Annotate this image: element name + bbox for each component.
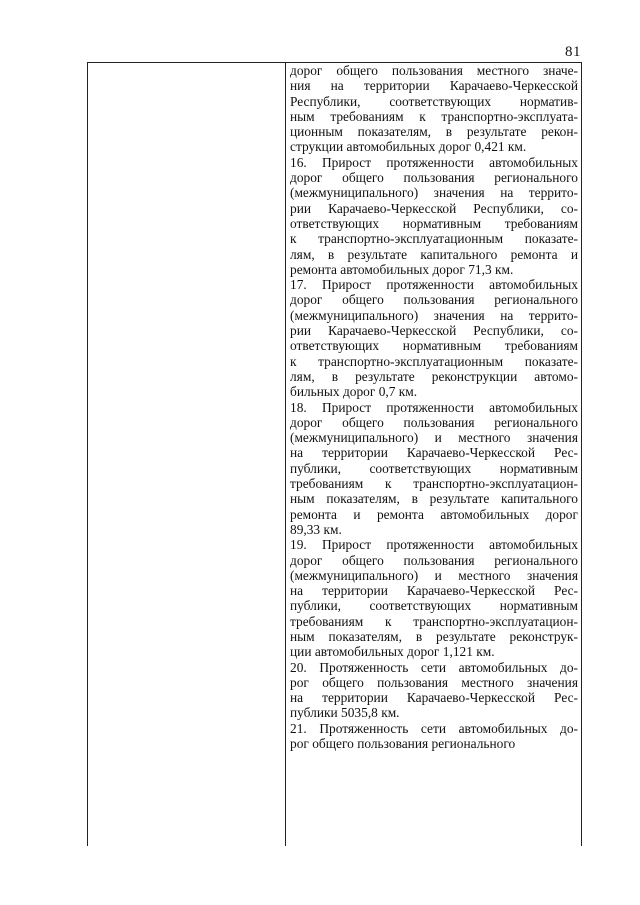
text-line: на территории Карачаево-Черкесской Рес- xyxy=(290,690,578,706)
table-cell-18 xyxy=(290,400,578,538)
text-line: рог общего пользования регионального xyxy=(290,736,516,752)
table-left-column xyxy=(88,63,286,846)
text-line: требованиям к транспортно-эксплуатацион- xyxy=(290,613,578,629)
text-line: ответствующих нормативным требованиям xyxy=(290,215,578,231)
text-line: 89,33 км. xyxy=(290,521,342,537)
text-line: 19. Прирост протяженности автомобильных xyxy=(290,537,578,553)
table-cell-19 xyxy=(290,537,578,659)
table-cell-20 xyxy=(290,660,578,721)
text-line: (межмуниципального) и местного значения xyxy=(290,430,578,446)
text-line: публики, соответствующих нормативным xyxy=(290,460,578,476)
text-line: ответствующих нормативным требованиям xyxy=(290,338,578,354)
text-line: ния на территории Карачаево-Черкесской xyxy=(290,78,578,94)
text-line: 18. Прирост протяженности автомобильных xyxy=(290,399,578,415)
text-line: дорог общего пользования регионального xyxy=(290,552,578,568)
text-line: лям, в результате реконструкции автомо- xyxy=(290,368,578,384)
text-line: к транспортно-эксплуатационным показате- xyxy=(290,353,578,369)
text-line: 16. Прирост протяженности автомобильных xyxy=(290,154,578,170)
text-line: ным показателям, в результате реконструк- xyxy=(290,628,578,644)
text-line: лям, в результате капитального ремонта и xyxy=(290,246,578,262)
text-line: публики 5035,8 км. xyxy=(290,705,400,721)
table-cell-16 xyxy=(290,155,578,277)
text-line: рог общего пользования местного значения xyxy=(290,674,578,690)
text-line: 20. Протяженность сети автомобильных до- xyxy=(290,659,578,675)
text-line: на территории Карачаево-Черкесской Рес- xyxy=(290,445,578,461)
text-line: 17. Прирост протяженности автомобильных xyxy=(290,277,578,293)
text-line: (межмуниципального) и местного значения xyxy=(290,567,578,583)
text-line: дорог общего пользования регионального xyxy=(290,170,578,186)
text-line: ным требованиям к транспортно-эксплуата- xyxy=(290,108,578,124)
text-line: струкции автомобильных дорог 0,421 км. xyxy=(290,139,527,155)
page-number: 81 xyxy=(565,44,581,60)
text-line: (межмуниципального) значения на террито- xyxy=(290,185,578,201)
text-line: рии Карачаево-Черкесской Республики, со- xyxy=(290,200,578,216)
text-line: 21. Протяженность сети автомобильных до- xyxy=(290,720,578,736)
text-line: ремонта и ремонта автомобильных дорог xyxy=(290,506,578,522)
table-right-column xyxy=(286,63,581,751)
text-line: Республики, соответствующих норматив- xyxy=(290,93,578,109)
text-line: к транспортно-эксплуатационным показате- xyxy=(290,231,578,247)
text-line: ции автомобильных дорог 1,121 км. xyxy=(290,644,495,660)
text-line: дорог общего пользования регионального xyxy=(290,292,578,308)
text-line: публики, соответствующих нормативным xyxy=(290,598,578,614)
document-table xyxy=(87,62,582,846)
text-line: требованиям к транспортно-эксплуатацион- xyxy=(290,476,578,492)
text-line: рии Карачаево-Черкесской Республики, со- xyxy=(290,323,578,339)
text-line: дорог общего пользования местного значе- xyxy=(290,63,578,78)
table-cell-21 xyxy=(290,721,578,752)
table-cell-17 xyxy=(290,277,578,399)
table-cell-cont xyxy=(290,63,578,155)
text-line: ремонта автомобильных дорог 71,3 км. xyxy=(290,261,514,277)
text-line: дорог общего пользования регионального xyxy=(290,414,578,430)
text-line: ционным показателям, в результате рекон- xyxy=(290,124,578,140)
text-line: на территории Карачаево-Черкесской Рес- xyxy=(290,583,578,599)
text-line: (межмуниципального) значения на террито- xyxy=(290,307,578,323)
text-line: ным показателям, в результате капитального xyxy=(290,491,578,507)
text-line: бильных дорог 0,7 км. xyxy=(290,384,418,400)
